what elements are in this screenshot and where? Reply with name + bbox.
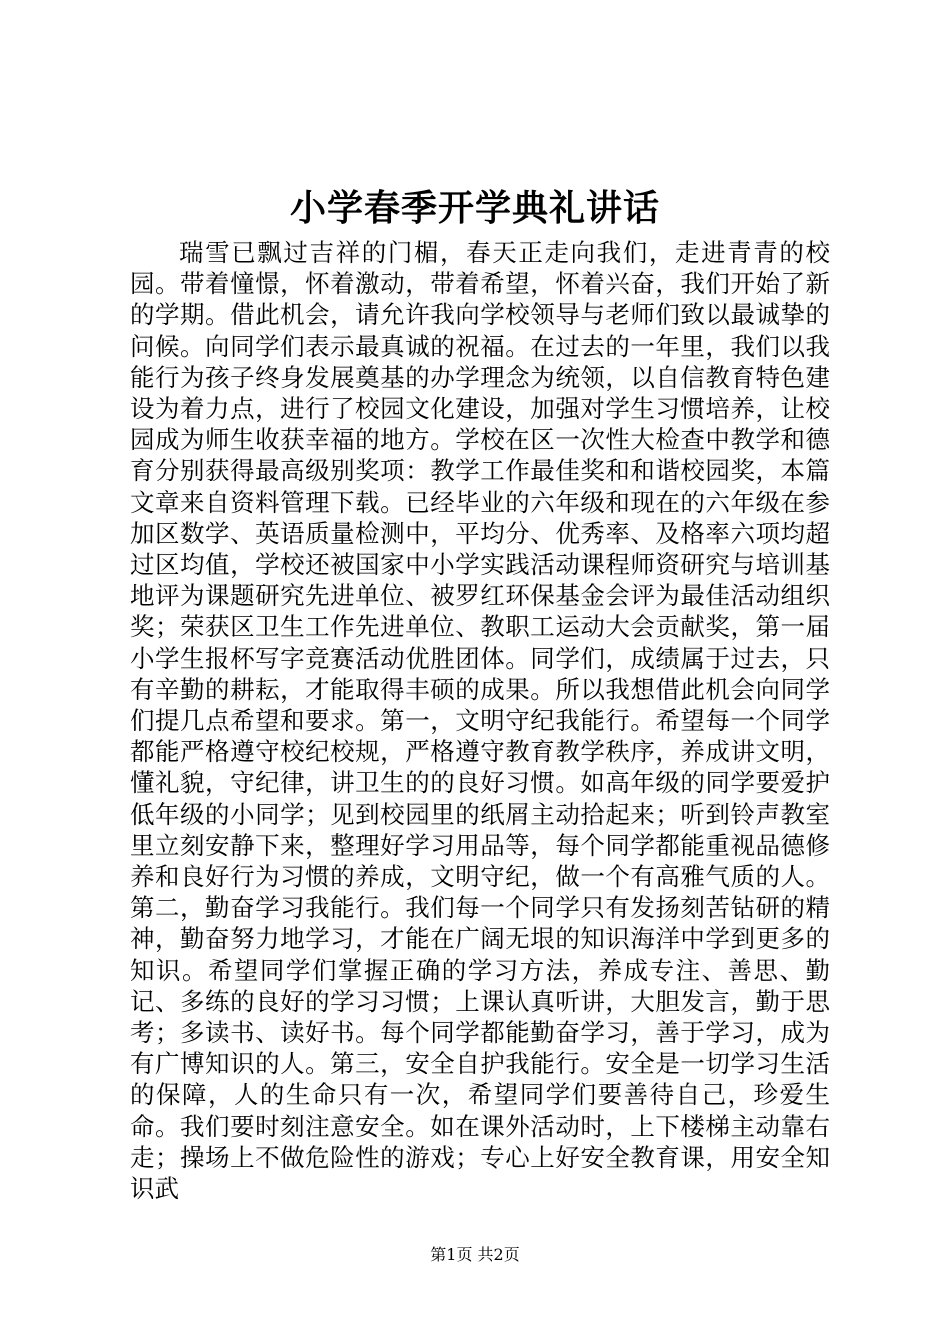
document-body-paragraph: 瑞雪已飘过吉祥的门楣，春天正走向我们，走进青青的校园。带着憧憬，怀着激动，带着希望，怀着兴奋，我们开始了新的学期。借此机会，请允许我向学校领导与老师们致以最诚挚的问候。向同学们表示最真诚的祝福。在过去的一年里，我们以我能行为孩子终身发展奠基的办学理念为统领，以自信教育特色建设为着力点，进行了校园文化建设，加强对学生习惯培养，让校园成为师生收获幸福的地方。学校在区一次性大检查中教学和德育分别获得最高级别奖项：教学工作最佳奖和和谐校园奖，本篇文章来自资料管理下载。已经毕业的六年级和现在的六年级在参加区数学、英语质量检测中，平均分、优秀率、及格率六项均超过区均值，学校还被国家中小学实践活动课程师资研究与培训基地评为课题研究先进单位、被罗红环保基金会评为最佳活动组织奖；荣获区卫生工作先进单位、教职工运动大会贡献奖，第一届小学生报杯写字竞赛活动优胜团体。同学们，成绩属于过去，只有辛勤的耕耘，才能取得丰硕的成果。所以我想借此机会向同学们提几点希望和要求。第一，文明守纪我能行。希望每一个同学都能严格遵守校纪校规，严格遵守教育教学秩序，养成讲文明，懂礼貌，守纪律，讲卫生的的良好习惯。如高年级的同学要爱护低年级的小同学；见到校园里的纸屑主动拾起来；听到铃声教室里立刻安静下来，整理好学习用品等，每个同学都能重视品德修养和良好行为习惯的养成，文明守纪，做一个有高雅气质的人。第二，勤奋学习我能行。我们每一个同学只有发扬刻苦钻研的精神，勤奋努力地学习，才能在广阔无垠的知识海洋中学到更多的知识。希望同学们掌握正确的学习方法，养成专注、善思、勤记、多练的良好的学习习惯；上课认真听讲，大胆发言，勤于思考；多读书、读好书。每个同学都能勤奋学习，善于学习，成为有广博知识的人。第三，安全自护我能行。安全是一切学习生活的保障，人的生命只有一次，希望同学们要善待自己，珍爱生命。我们要时刻注意安全。如在课外活动时，上下楼梯主动靠右走；操场上不做危险性的游戏；专心上好安全教育课，用安全知识武 (130, 238, 830, 1204)
page-footer: 第1页 共2页 (430, 1245, 520, 1264)
document-title: 小学春季开学典礼讲话 (289, 187, 660, 229)
